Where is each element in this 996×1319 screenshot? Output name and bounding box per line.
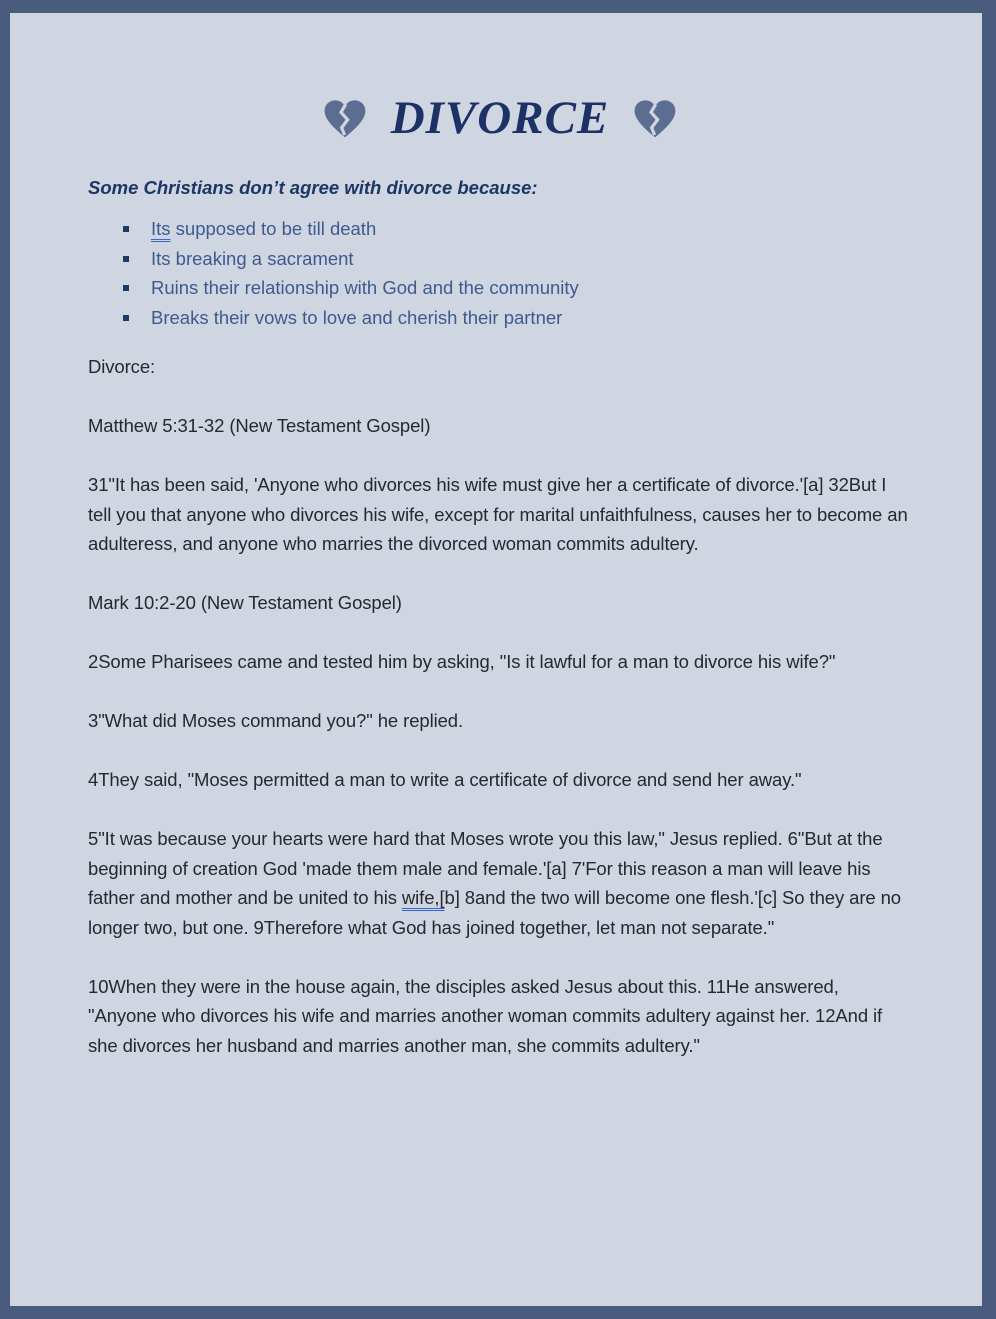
paragraph <box>88 411 912 441</box>
paragraph <box>88 352 912 382</box>
paragraph <box>88 824 912 942</box>
grammar-underlined-text[interactable]: Its <box>151 218 171 240</box>
paragraph-text: b] 8and the two will become one flesh.'[c] So they are no longer two, but one. 9Therefore what God has joined together, let man not separate." <box>88 887 901 938</box>
document-page[interactable] <box>10 13 982 1306</box>
paragraph <box>88 588 912 618</box>
paragraph-text: 4They said, "Moses permitted a man to write a certificate of divorce and send her away." <box>88 769 802 791</box>
paragraph-text: Matthew 5:31-32 (New Testament Gospel) <box>88 415 431 437</box>
reason-item <box>88 303 912 333</box>
paragraph-text: Mark 10:2-20 (New Testament Gospel) <box>88 592 402 614</box>
reasons-heading: Some Christians don’t agree with divorce because: <box>88 176 538 198</box>
reason-item <box>88 273 912 303</box>
reason-text: Its breaking a sacrament <box>151 247 354 269</box>
paragraph-text: Divorce: <box>88 356 156 378</box>
paragraph-text: 31"It has been said, 'Anyone who divorces his wife must give her a certificate of divorce.'[a] 32But I tell you that anyone who divorces his wife, except for marital unfaithfulness, causes her to become an adulteress, and anyone who marries the divorced woman commits adultery. <box>88 474 908 555</box>
body-paragraphs <box>88 352 912 1060</box>
reason-text: Ruins their relationship with God and the community <box>151 277 579 299</box>
grammar-underlined-text[interactable]: wife,[ <box>401 887 445 909</box>
paragraph-text: 3"What did Moses command you?" he replied. <box>88 710 464 732</box>
reasons-list <box>88 214 912 332</box>
reason-item <box>88 244 912 274</box>
paragraph-text: 2Some Pharisees came and tested him by asking, "Is it lawful for a man to divorce his wife?" <box>88 651 836 673</box>
paragraph <box>88 647 912 677</box>
paragraph <box>88 765 912 795</box>
paragraph <box>88 706 912 736</box>
reason-text: Breaks their vows to love and cherish their partner <box>151 306 563 328</box>
title-row <box>88 93 912 145</box>
paragraph <box>88 470 912 559</box>
reason-text: supposed to be till death <box>170 218 377 240</box>
paragraph-text: 10When they were in the house again, the disciples asked Jesus about this. 11He answered, "Anyone who divorces his wife and marries another woman commits adultery against her. 12And if she divorces her husband and marries another man, she commits adultery." <box>88 975 883 1056</box>
broken-heart-icon <box>323 99 367 139</box>
reason-item <box>88 214 912 244</box>
page-title: DIVORCE <box>390 92 610 144</box>
broken-heart-icon <box>633 99 677 139</box>
paragraph <box>88 972 912 1061</box>
paragraph-text: 5"It was because your hearts were hard that Moses wrote you this law," Jesus replied. 6"But at the beginning of creation God 'made them male and female.'[a] 7'For this reason a man will leave his father and mother and be united to his <box>88 828 883 909</box>
